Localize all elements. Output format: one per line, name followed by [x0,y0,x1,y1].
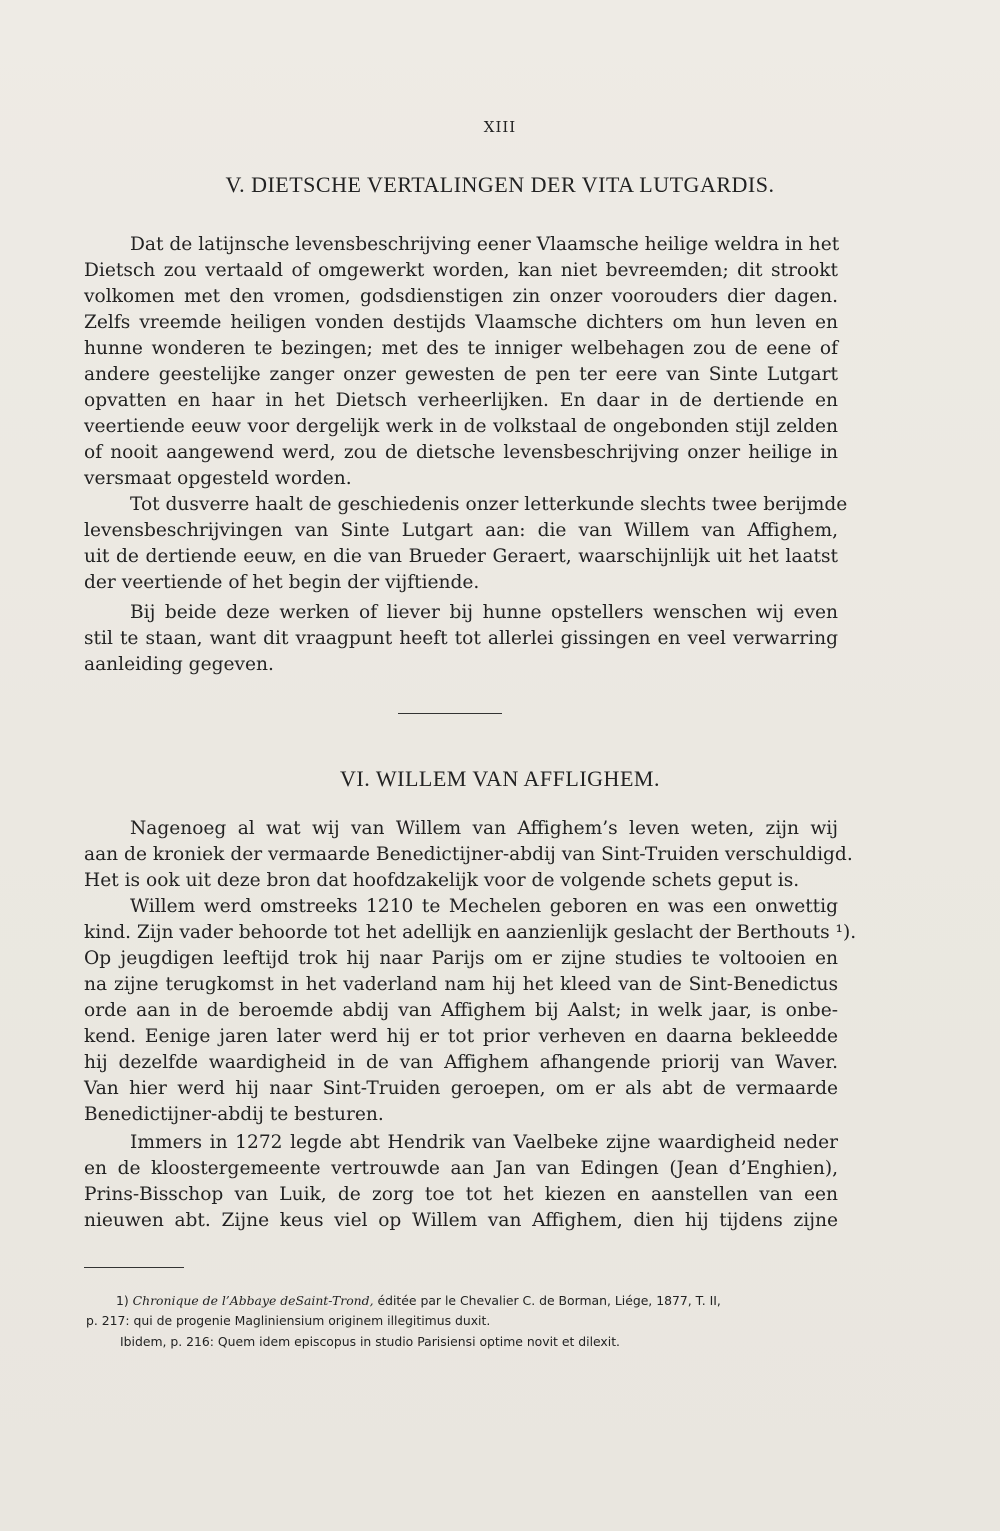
paragraph-line: kend. Eenige jaren later werd hij er tot prior verheven en daarna bekleedde [84,1026,838,1047]
paragraph-line: Op jeugdigen leeftijd trok hij naar Parijs om er zijne studies te voltooien en [84,948,838,969]
paragraph-line: Nagenoeg al wat wij van Willem van Affighem’s leven weten, zijn wij [130,818,838,839]
paragraph-line: Immers in 1272 legde abt Hendrik van Vaelbeke zijne waardigheid neder [130,1132,838,1153]
section-heading-vi: VI. WILLEM VAN AFFLIGHEM. [340,766,660,791]
paragraph-line: Willem werd omstreeks 1210 te Mechelen geboren en was een onwettig [130,896,838,917]
paragraph-line: Dietsch zou vertaald of omgewerkt worden, kan niet bevreemden; dit strookt [84,260,838,281]
paragraph-line: kind. Zijn vader behoorde tot het adellijk en aanzienlijk geslacht der Berthouts ¹). [84,922,857,943]
paragraph-line: veertiende eeuw voor dergelijk werk in de volkstaal de ongebonden stijl zelden [84,416,838,437]
footnote-1-continued: p. 217: qui de progenie Magliniensium originem illegitimus duxit. [86,1313,491,1328]
footnote-marker: 1) [116,1293,129,1308]
paragraph-line: versmaat opgesteld worden. [84,468,352,489]
paragraph-line: volkomen met den vromen, godsdienstigen zin onzer voorouders dier dagen. [84,286,838,307]
paragraph-line: levensbeschrijvingen van Sinte Lutgart aan: die van Willem van Affighem, [84,520,838,541]
paragraph-line: opvatten en haar in het Dietsch verheerlijken. En daar in de dertiende en [84,390,838,411]
paragraph-line: hij dezelfde waardigheid in de van Affighem afhangende priorij van Waver. [84,1052,838,1073]
paragraph-line: en de kloostergemeente vertrouwde aan Jan van Edingen (Jean d’Enghien), [84,1158,838,1179]
paragraph-line: Bij beide deze werken of liever bij hunne opstellers wenschen wij even [130,602,838,623]
paragraph-line: na zijne terugkomst in het vaderland nam hij het kleed van de Sint-Benedictus [84,974,838,995]
footnote-1 [116,1292,721,1310]
paragraph-line: of nooit aangewend werd, zou de dietsche levensbeschrijving onzer heilige in [84,442,838,463]
paragraph-line: aanleiding gegeven. [84,654,274,675]
footnote-rule [84,1267,184,1268]
paragraph-line: Tot dusverre haalt de geschiedenis onzer letterkunde slechts twee berijmde [130,494,848,515]
paragraph-line: stil te staan, want dit vraagpunt heeft tot allerlei gissingen en veel verwarring [84,628,838,649]
paragraph-line: uit de dertiende eeuw, en die van Brueder Geraert, waarschijnlijk uit het laatst [84,546,838,567]
section-heading-v: V. DIETSCHE VERTALINGEN DER VITA LUTGARDIS. [225,172,775,197]
paragraph-line: Benedictijner-abdij te besturen. [84,1104,384,1125]
paragraph-line: hunne wonderen te bezingen; met des te inniger welbehagen zou de eene of [84,338,838,359]
paragraph-line: orde aan in de beroemde abdij van Affighem bij Aalst; in welk jaar, is onbe- [84,1000,838,1021]
paragraph-line: der veertiende of het begin der vijftiende. [84,572,480,593]
paragraph-line: Zelfs vreemde heiligen vonden destijds Vlaamsche dichters om hun leven en [84,312,838,333]
paragraph-line: nieuwen abt. Zijne keus viel op Willem van Affighem, dien hij tijdens zijne [84,1210,838,1231]
paragraph-line: Prins-Bisschop van Luik, de zorg toe tot het kiezen en aanstellen van een [84,1184,838,1205]
paragraph-line: aan de kroniek der vermaarde Benedictijner-abdij van Sint-Truiden verschuldigd. [84,844,853,865]
footnote-2: Ibidem, p. 216: Quem idem episcopus in studio Parisiensi optime novit et dilexit. [120,1334,620,1349]
page-number: XIII [483,118,517,136]
paragraph-line: Dat de latijnsche levensbeschrijving eener Vlaamsche heilige weldra in het [130,234,840,255]
footnote-source-details: éditée par le Chevalier C. de Borman, Liége, 1877, T. II, [377,1293,721,1308]
footnote-source-title: Chronique de l’Abbaye deSaint-Trond, [132,1293,374,1308]
paragraph-line: Van hier werd hij naar Sint-Truiden geroepen, om er als abt de vermaarde [84,1078,838,1099]
paragraph-line: Het is ook uit deze bron dat hoofdzakelijk voor de volgende schets geput is. [84,870,800,891]
paragraph-line: andere geestelijke zanger onzer gewesten de pen ter eere van Sinte Lutgart [84,364,838,385]
section-divider [398,713,502,714]
